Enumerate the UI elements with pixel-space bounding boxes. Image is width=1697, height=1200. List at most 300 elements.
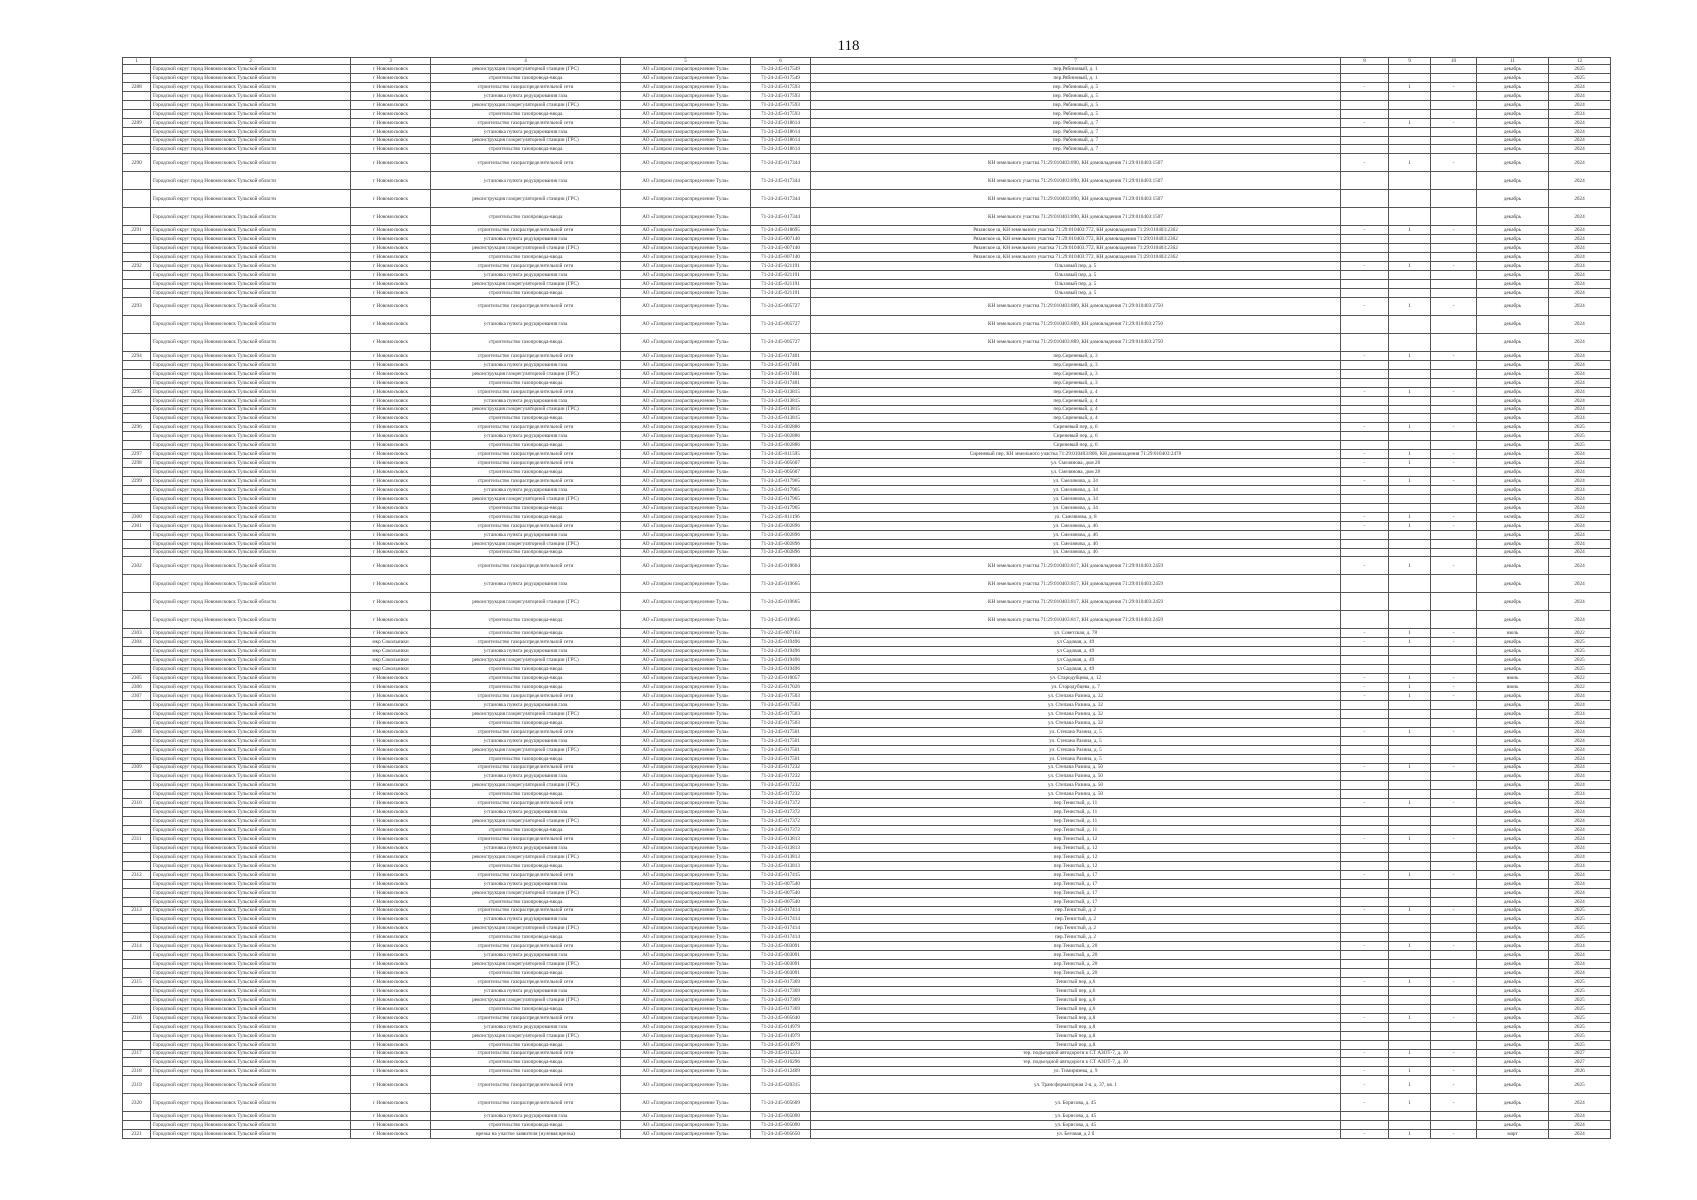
table-cell (1341, 73, 1389, 82)
table-cell (1431, 933, 1477, 942)
table-cell: строительство газопровода-ввода (431, 674, 621, 683)
column-header: 4 (431, 58, 621, 65)
table-cell: 1 (1389, 835, 1431, 844)
table-cell: г Новомосковск (351, 100, 431, 109)
table-cell: пер.Тенистый, д. 12 (811, 852, 1341, 861)
table-row (123, 1094, 1611, 1112)
table-cell (1341, 360, 1389, 369)
table-cell: 71-22-245-017026 (751, 683, 811, 692)
table-cell: г Новомосковск (351, 843, 431, 852)
table-cell: АО «Газпром газораспределение Тула» (621, 879, 751, 888)
table-cell: г Новомосковск (351, 1112, 431, 1121)
table-cell (123, 253, 151, 262)
table-cell: 2024 (1549, 611, 1611, 629)
table-cell: АО «Газпром газораспределение Тула» (621, 870, 751, 879)
table-row (123, 297, 1611, 315)
table-cell: 2024 (1549, 503, 1611, 512)
table-cell: Городской округ город Новомосковск Тульской области (151, 1058, 351, 1067)
table-cell: Городской округ город Новомосковск Тульской области (151, 512, 351, 521)
table-cell: установка пункта редуцирования газа (431, 1112, 621, 1121)
table-cell: Рязанское ш, КН земельного участка 71:29:010403:772, КН домовладения 71:29:010403:2362 (811, 244, 1341, 253)
table-cell: 2314 (123, 942, 151, 951)
table-cell: г Новомосковск (351, 781, 431, 790)
table-row (123, 387, 1611, 396)
table-cell (123, 1121, 151, 1130)
table-cell: реконструкция газорегуляторной станции (ГРС) (431, 244, 621, 253)
table-cell: Городской округ город Новомосковск Тульской области (151, 423, 351, 432)
table-cell (123, 136, 151, 145)
table-row (123, 772, 1611, 781)
table-cell (1431, 1031, 1477, 1040)
table-cell: Городской округ город Новомосковск Тульской области (151, 1040, 351, 1049)
table-cell (1341, 933, 1389, 942)
table-cell (1389, 924, 1431, 933)
column-header: 10 (1431, 58, 1477, 65)
column-header: 9 (1389, 58, 1431, 65)
table-cell: декабрь (1477, 790, 1549, 799)
table-cell: 71-24-245-007540 (751, 888, 811, 897)
table-row (123, 244, 1611, 253)
table-cell (123, 709, 151, 718)
table-cell: строительство газопровода-ввода (431, 790, 621, 799)
table-cell: 2024 (1549, 593, 1611, 611)
table-cell: декабрь (1477, 360, 1549, 369)
table-row (123, 745, 1611, 754)
table-cell: 71-24-245-019604 (751, 557, 811, 575)
table-cell: Городской округ город Новомосковск Тульской области (151, 190, 351, 208)
table-cell: 71-24-245-018614 (751, 136, 811, 145)
table-row (123, 145, 1611, 154)
table-cell (123, 485, 151, 494)
table-cell: Городской округ город Новомосковск Тульской области (151, 692, 351, 701)
table-cell (1431, 915, 1477, 924)
table-cell: Рязанское ш, КН земельного участка 71:29:010403:772, КН домовладения 71:29:010403:2362 (811, 235, 1341, 244)
table-cell: г Новомосковск (351, 82, 431, 91)
table-cell: АО «Газпром газораспределение Тула» (621, 485, 751, 494)
table-cell: г Новомосковск (351, 879, 431, 888)
table-cell: - (1431, 692, 1477, 701)
table-cell: - (1341, 82, 1389, 91)
table-cell: декабрь (1477, 441, 1549, 450)
table-cell (1389, 190, 1431, 208)
table-cell: - (1431, 1130, 1477, 1139)
table-cell: 2024 (1549, 1130, 1611, 1139)
table-cell: г Новомосковск (351, 253, 431, 262)
table-row (123, 969, 1611, 978)
table-cell (1389, 808, 1431, 817)
table-cell: 71-24-245-019496 (751, 656, 811, 665)
table-cell: декабрь (1477, 986, 1549, 995)
table-cell (1389, 530, 1431, 539)
table-cell: АО «Газпром газораспределение Тула» (621, 512, 751, 521)
table-cell: - (1341, 521, 1389, 530)
table-cell: г Новомосковск (351, 1004, 431, 1013)
table-cell: 2311 (123, 835, 151, 844)
table-cell: АО «Газпром газораспределение Тула» (621, 1040, 751, 1049)
table-cell: 71-24-245-017344 (751, 190, 811, 208)
table-cell: - (1341, 1076, 1389, 1094)
table-cell: 71-24-245-013813 (751, 843, 811, 852)
table-cell: 2024 (1549, 262, 1611, 271)
table-cell: ул. Беговая, д 2 б (811, 1130, 1341, 1139)
table-cell: г Новомосковск (351, 441, 431, 450)
table-cell: 71-24-245-017372 (751, 799, 811, 808)
table-cell: июль (1477, 629, 1549, 638)
table-cell: 71-24-245-017369 (751, 995, 811, 1004)
table-cell (1389, 852, 1431, 861)
table-row (123, 781, 1611, 790)
table-cell (123, 933, 151, 942)
table-cell: г Новомосковск (351, 557, 431, 575)
table-cell: г Новомосковск (351, 244, 431, 253)
table-cell: реконструкция газорегуляторной станции (ГРС) (431, 280, 621, 289)
table-cell: 71-24-245-017372 (751, 808, 811, 817)
table-cell (1341, 494, 1389, 503)
table-cell: АО «Газпром газораспределение Тула» (621, 297, 751, 315)
table-cell: 2024 (1549, 253, 1611, 262)
table-cell: 71-24-245-017593 (751, 82, 811, 91)
table-row (123, 674, 1611, 683)
table-cell: реконструкция газорегуляторной станции (ГРС) (431, 100, 621, 109)
table-cell: Городской округ город Новомосковск Тульской области (151, 799, 351, 808)
table-cell: 2024 (1549, 790, 1611, 799)
table-cell: 71-24-245-019665 (751, 593, 811, 611)
table-cell: строительство газопровода-ввода (431, 145, 621, 154)
table-cell: Городской округ город Новомосковск Тульской области (151, 817, 351, 826)
table-row (123, 73, 1611, 82)
table-cell: 71-24-245-017415 (751, 870, 811, 879)
table-cell: ул. Борисова, д. 45 (811, 1094, 1341, 1112)
table-cell: пер.Тенистый, д. 20 (811, 969, 1341, 978)
table-row (123, 118, 1611, 127)
table-cell (1431, 709, 1477, 718)
table-cell: реконструкция газорегуляторной станции (ГРС) (431, 656, 621, 665)
table-cell: КН земельного участка 71:29:010403:817, КН домовладения 71:29:010403:2459 (811, 593, 1341, 611)
table-cell (1431, 861, 1477, 870)
table-cell: 2024 (1549, 297, 1611, 315)
table-cell: декабрь (1477, 879, 1549, 888)
table-cell: АО «Газпром газораспределение Тула» (621, 369, 751, 378)
table-cell: АО «Газпром газораспределение Тула» (621, 450, 751, 459)
table-cell: 71-24-245-019665 (751, 575, 811, 593)
table-cell: г Новомосковск (351, 942, 431, 951)
table-cell (1431, 1040, 1477, 1049)
table-cell: Городской округ город Новомосковск Тульской области (151, 826, 351, 835)
table-cell: строительство газораспределительной сети (431, 82, 621, 91)
table-cell: Городской округ город Новомосковск Тульской области (151, 790, 351, 799)
table-cell (1389, 503, 1431, 512)
table-cell: Городской округ город Новомосковск Тульской области (151, 978, 351, 987)
table-cell: АО «Газпром газораспределение Тула» (621, 1004, 751, 1013)
table-cell: 1 (1389, 459, 1431, 468)
table-cell: г Новомосковск (351, 477, 431, 486)
table-cell: Городской округ город Новомосковск Тульской области (151, 1067, 351, 1076)
table-cell: г Новомосковск (351, 333, 431, 351)
table-cell: Городской округ город Новомосковск Тульской области (151, 835, 351, 844)
table-cell: 71-24-245-014979 (751, 1040, 811, 1049)
table-cell: АО «Газпром газораспределение Тула» (621, 65, 751, 74)
table-cell: - (1431, 459, 1477, 468)
column-header: 7 (811, 58, 1341, 65)
table-cell: 71-26-245-015233 (751, 1049, 811, 1058)
table-cell (1389, 235, 1431, 244)
table-cell: 71-24-245-021191 (751, 271, 811, 280)
table-cell: Городской округ город Новомосковск Тульской области (151, 924, 351, 933)
table-cell: ул Садовая, д. 49 (811, 638, 1341, 647)
table-cell: строительство газопровода-ввода (431, 73, 621, 82)
table-cell: - (1341, 557, 1389, 575)
table-cell (1341, 897, 1389, 906)
table-cell: 2292 (123, 262, 151, 271)
table-cell (1389, 611, 1431, 629)
table-cell (1389, 736, 1431, 745)
table-cell: 71-24-245-013815 (751, 414, 811, 423)
table-cell (1431, 1004, 1477, 1013)
table-cell: КН земельного участка 71:29:010403:889, КН домовладения 71:29:010403:2750 (811, 333, 1341, 351)
table-cell (1389, 414, 1431, 423)
table-cell: Городской округ город Новомосковск Тульской области (151, 870, 351, 879)
table-cell (1389, 485, 1431, 494)
table-cell: - (1431, 297, 1477, 315)
table-cell (1389, 333, 1431, 351)
table-cell: 71-24-245-013815 (751, 396, 811, 405)
table-row (123, 414, 1611, 423)
table-cell: 71-24-245-017501 (751, 754, 811, 763)
table-cell (123, 172, 151, 190)
table-cell: декабрь (1477, 288, 1549, 297)
table-cell: строительство газопровода-ввода (431, 683, 621, 692)
table-cell: г Новомосковск (351, 512, 431, 521)
table-cell: декабрь (1477, 861, 1549, 870)
table-cell: 1 (1389, 262, 1431, 271)
table-cell: 2024 (1549, 208, 1611, 226)
table-cell: март (1477, 1130, 1549, 1139)
table-cell: 71-26-245-016296 (751, 1058, 811, 1067)
table-cell: декабрь (1477, 933, 1549, 942)
table-cell: АО «Газпром газораспределение Тула» (621, 378, 751, 387)
table-row (123, 539, 1611, 548)
table-cell: г Новомосковск (351, 172, 431, 190)
table-cell (1431, 208, 1477, 226)
table-cell: строительство газораспределительной сети (431, 262, 621, 271)
table-row (123, 1130, 1611, 1139)
table-row (123, 1049, 1611, 1058)
table-cell: Городской округ город Новомосковск Тульской области (151, 351, 351, 360)
table-cell: декабрь (1477, 843, 1549, 852)
gasification-plan-table (122, 57, 1611, 1139)
table-cell: Городской округ город Новомосковск Тульской области (151, 683, 351, 692)
table-cell (123, 986, 151, 995)
table-cell: - (1341, 512, 1389, 521)
table-cell: декабрь (1477, 1058, 1549, 1067)
table-cell: г Новомосковск (351, 271, 431, 280)
table-cell: 71-24-245-017401 (751, 369, 811, 378)
table-cell: декабрь (1477, 709, 1549, 718)
table-cell: пер.Сиреневый, д. 3 (811, 360, 1341, 369)
table-cell: АО «Газпром газораспределение Тула» (621, 441, 751, 450)
table-cell: Городской округ город Новомосковск Тульской области (151, 897, 351, 906)
table-cell: ул Садовая, д. 49 (811, 656, 1341, 665)
table-cell (123, 647, 151, 656)
table-cell: 2289 (123, 118, 151, 127)
table-cell (1431, 73, 1477, 82)
table-row (123, 835, 1611, 844)
table-cell (123, 539, 151, 548)
table-row (123, 826, 1611, 835)
table-row (123, 1121, 1611, 1130)
table-cell: ул. Борисова, д. 45 (811, 1112, 1341, 1121)
table-cell: 2301 (123, 521, 151, 530)
table-cell: декабрь (1477, 351, 1549, 360)
table-cell: декабрь (1477, 136, 1549, 145)
table-cell: 2024 (1549, 226, 1611, 235)
table-cell: 2024 (1549, 1112, 1611, 1121)
table-cell: 1 (1389, 1049, 1431, 1058)
table-cell: строительство газопровода-ввода (431, 826, 621, 835)
table-cell: г Новомосковск (351, 1058, 431, 1067)
table-cell: строительство газопровода-ввода (431, 861, 621, 870)
table-row (123, 656, 1611, 665)
table-cell: строительство газораспределительной сети (431, 351, 621, 360)
table-cell: 71-24-245-018614 (751, 127, 811, 136)
table-cell (123, 1022, 151, 1031)
table-row (123, 1031, 1611, 1040)
table-row (123, 978, 1611, 987)
table-cell: Городской округ город Новомосковск Тульской области (151, 477, 351, 486)
table-cell: г Новомосковск (351, 73, 431, 82)
table-cell: декабрь (1477, 960, 1549, 969)
table-cell (1389, 665, 1431, 674)
table-cell: 2312 (123, 870, 151, 879)
table-cell: 2317 (123, 1049, 151, 1058)
table-cell: 2025 (1549, 933, 1611, 942)
table-cell: 2024 (1549, 288, 1611, 297)
table-cell (1431, 754, 1477, 763)
table-cell: 2024 (1549, 485, 1611, 494)
table-cell: 2296 (123, 423, 151, 432)
table-cell: строительство газопровода-ввода (431, 1067, 621, 1076)
table-cell: 71-24-245-017501 (751, 727, 811, 736)
table-cell: - (1341, 118, 1389, 127)
table-cell: Городской округ город Новомосковск Тульской области (151, 638, 351, 647)
table-cell: Сиреневый пер, д. 6 (811, 423, 1341, 432)
table-cell: 2024 (1549, 888, 1611, 897)
table-row (123, 763, 1611, 772)
table-cell: г Новомосковск (351, 369, 431, 378)
table-cell: Городской округ город Новомосковск Тульской области (151, 288, 351, 297)
table-row (123, 683, 1611, 692)
table-cell: 1 (1389, 450, 1431, 459)
table-cell: АО «Газпром газораспределение Тула» (621, 692, 751, 701)
table-cell: 2027 (1549, 1058, 1611, 1067)
table-cell: АО «Газпром газораспределение Тула» (621, 915, 751, 924)
table-cell: 71-24-245-017501 (751, 745, 811, 754)
table-cell: Ольховый пер, д. 5 (811, 271, 1341, 280)
table-cell: 1 (1389, 1013, 1431, 1022)
table-row (123, 65, 1611, 74)
table-cell: АО «Газпром газораспределение Тула» (621, 799, 751, 808)
table-cell: 2297 (123, 450, 151, 459)
table-row (123, 700, 1611, 709)
table-cell (1341, 91, 1389, 100)
table-cell: АО «Газпром газораспределение Тула» (621, 172, 751, 190)
table-cell: пер.Тенистый, д. 17 (811, 879, 1341, 888)
table-cell: строительство газопровода-ввода (431, 288, 621, 297)
table-body (123, 65, 1611, 1139)
table-cell (1389, 861, 1431, 870)
table-cell: 2025 (1549, 1004, 1611, 1013)
table-row (123, 727, 1611, 736)
table-cell: Городской округ город Новомосковск Тульской области (151, 118, 351, 127)
table-cell: 71-24-245-002896 (751, 548, 811, 557)
table-cell: Городской округ город Новомосковск Тульской области (151, 100, 351, 109)
table-cell (123, 951, 151, 960)
table-cell: - (1341, 978, 1389, 987)
table-cell: 1 (1389, 226, 1431, 235)
table-cell: 2024 (1549, 109, 1611, 118)
table-cell: декабрь (1477, 969, 1549, 978)
table-cell (1341, 656, 1389, 665)
table-cell (1389, 441, 1431, 450)
table-cell: 2025 (1549, 1013, 1611, 1022)
table-cell: Городской округ город Новомосковск Тульской области (151, 1049, 351, 1058)
table-cell (123, 127, 151, 136)
table-cell: 71-24-245-019496 (751, 665, 811, 674)
table-row (123, 799, 1611, 808)
table-cell (123, 843, 151, 852)
table-cell: Городской округ город Новомосковск Тульской области (151, 665, 351, 674)
table-cell (1341, 736, 1389, 745)
table-cell: - (1431, 674, 1477, 683)
table-row (123, 692, 1611, 701)
table-cell: - (1341, 1013, 1389, 1022)
table-cell: Городской округ город Новомосковск Тульской области (151, 611, 351, 629)
table-cell (1341, 1112, 1389, 1121)
table-row (123, 1058, 1611, 1067)
table-cell: Городской округ город Новомосковск Тульской области (151, 82, 351, 91)
table-cell: 2025 (1549, 995, 1611, 1004)
table-cell: пер. Рябиновый, д. 7 (811, 118, 1341, 127)
table-row (123, 754, 1611, 763)
table-row (123, 852, 1611, 861)
table-cell: г Новомосковск (351, 924, 431, 933)
table-cell (123, 772, 151, 781)
table-cell: г Новомосковск (351, 1022, 431, 1031)
table-cell: Городской округ город Новомосковск Тульской области (151, 494, 351, 503)
table-cell: 2294 (123, 351, 151, 360)
table-row (123, 960, 1611, 969)
table-cell: АО «Газпром газораспределение Тула» (621, 843, 751, 852)
table-cell: АО «Газпром газораспределение Тула» (621, 995, 751, 1004)
table-cell: пер.Тенистый, д. 20 (811, 951, 1341, 960)
table-cell: 71-24-245-021191 (751, 288, 811, 297)
table-cell: декабрь (1477, 494, 1549, 503)
table-cell: 71-24-245-005607 (751, 468, 811, 477)
table-cell: 71-24-245-017232 (751, 781, 811, 790)
table-cell: 2024 (1549, 468, 1611, 477)
table-cell: г Новомосковск (351, 262, 431, 271)
table-cell: строительство газораспределительной сети (431, 387, 621, 396)
table-cell (1389, 1040, 1431, 1049)
table-cell: г Новомосковск (351, 951, 431, 960)
table-cell: установка пункта редуцирования газа (431, 485, 621, 494)
table-cell (123, 91, 151, 100)
table-cell: 2024 (1549, 969, 1611, 978)
table-cell: г Новомосковск (351, 226, 431, 235)
table-cell: декабрь (1477, 826, 1549, 835)
table-cell: установка пункта редуцирования газа (431, 271, 621, 280)
table-cell: установка пункта редуцирования газа (431, 843, 621, 852)
